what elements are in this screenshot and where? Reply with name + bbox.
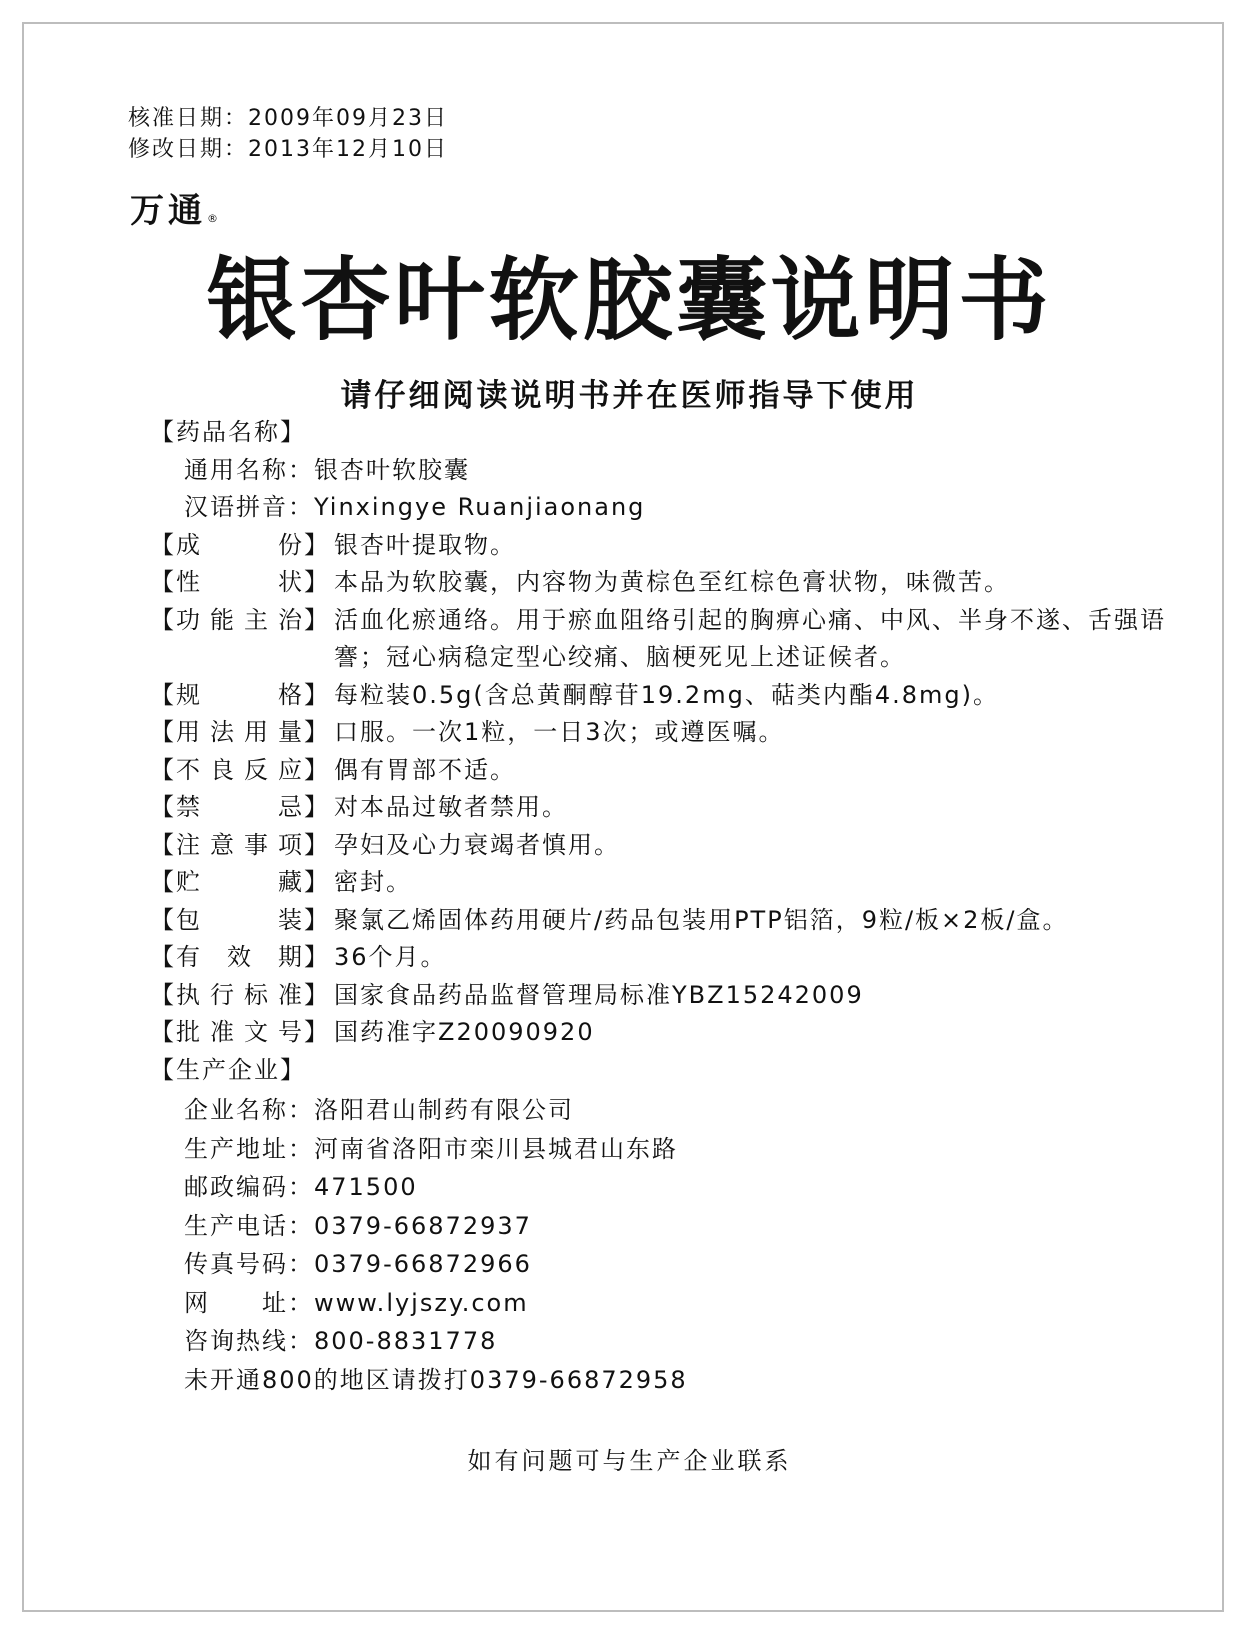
section-label-group — [150, 902, 330, 940]
section-label: 性 状 — [176, 568, 304, 596]
section-label: 生产企业 — [176, 1055, 280, 1084]
section-label-group — [150, 1014, 330, 1052]
footer-note: 如有问题可与生产企业联系 — [467, 1447, 792, 1475]
bracket-close: 】 — [304, 830, 330, 859]
bracket-open: 【 — [150, 830, 176, 859]
section-manufacturer — [150, 1052, 1190, 1090]
website-value: www.lyjszy.com — [314, 1288, 529, 1317]
bracket-close: 】 — [304, 868, 330, 896]
section-label: 规 格 — [176, 680, 304, 709]
section-value: 聚氯乙烯固体药用硬片/药品包装用PTP铝箔，9粒/板×2板/盒。 — [334, 905, 1069, 934]
section-label: 药品名称 — [176, 418, 280, 446]
phone-row — [150, 1207, 1190, 1246]
section-row — [150, 939, 1190, 977]
bracket-open: 【 — [150, 943, 176, 971]
section-label-group — [150, 977, 330, 1015]
date-block — [128, 103, 448, 165]
brand-name: 万通 — [130, 191, 206, 231]
bracket-close: 】 — [304, 793, 330, 821]
fax-label: 传真号码： — [184, 1250, 314, 1278]
bracket-open: 【 — [150, 568, 176, 596]
generic-name-label: 通用名称： — [184, 455, 314, 484]
revision-date: 修改日期：2013年12月10日 — [128, 137, 448, 162]
bracket-open: 【 — [150, 530, 176, 559]
document-title: 银杏叶软胶囊说明书 — [206, 247, 1053, 353]
phone-label: 生产电话： — [184, 1211, 314, 1240]
leaflet-body — [150, 414, 1190, 1399]
section-label: 批 准 文 号 — [176, 1018, 304, 1046]
section-value: 银杏叶提取物。 — [334, 530, 516, 559]
pinyin-row — [150, 489, 1190, 527]
section-label: 执 行 标 准 — [176, 980, 304, 1009]
hotline-label: 咨询热线： — [184, 1327, 314, 1355]
section-row — [150, 902, 1190, 940]
company-label: 企业名称： — [184, 1096, 314, 1124]
section-value: 口服。一次1粒，一日3次；或遵医嘱。 — [334, 718, 785, 746]
section-label: 有 效 期 — [176, 943, 304, 971]
address-value: 河南省洛阳市栾川县城君山东路 — [314, 1134, 678, 1163]
section-value: 活血化瘀通络。用于瘀血阻络引起的胸痹心痛、中风、半身不遂、舌强语謇；冠心病稳定型心绞痛、脑梗死见上述证候者。 — [334, 605, 1166, 671]
section-row — [150, 1014, 1190, 1052]
bracket-open: 【 — [150, 980, 176, 1009]
section-label-group — [150, 864, 330, 902]
address-row — [150, 1130, 1190, 1169]
bracket-close: 】 — [304, 530, 330, 559]
phone-value: 0379-66872937 — [314, 1211, 532, 1240]
generic-name-value: 银杏叶软胶囊 — [314, 455, 470, 484]
postcode-value: 471500 — [314, 1173, 418, 1201]
bracket-close: 】 — [304, 680, 330, 709]
bracket-open: 【 — [150, 905, 176, 934]
section-label: 注 意 事 项 — [176, 830, 304, 859]
bracket-open: 【 — [150, 1055, 176, 1084]
bracket-close: 】 — [280, 418, 306, 446]
bracket-open: 【 — [150, 1018, 176, 1046]
bracket-close: 】 — [304, 943, 330, 971]
section-label: 不 良 反 应 — [176, 755, 304, 784]
bracket-close: 】 — [304, 568, 330, 596]
section-label-group — [150, 752, 330, 790]
section-value: 每粒装0.5g(含总黄酮醇苷19.2mg、萜类内酯4.8mg)。 — [334, 680, 999, 709]
pinyin-label: 汉语拼音： — [184, 493, 314, 521]
website-label: 网 址： — [184, 1288, 314, 1317]
bracket-close: 】 — [304, 755, 330, 784]
section-label-group — [150, 939, 330, 977]
hotline-row — [150, 1322, 1190, 1361]
website-row — [150, 1284, 1190, 1323]
section-label-group — [150, 677, 330, 715]
address-label: 生产地址： — [184, 1134, 314, 1163]
section-row — [150, 564, 1190, 602]
section-value: 国药准字Z20090920 — [334, 1018, 595, 1046]
section-row — [150, 864, 1190, 902]
pinyin-value: Yinxingye Ruanjiaonang — [314, 493, 646, 521]
bracket-open: 【 — [150, 755, 176, 784]
section-label: 用 法 用 量 — [176, 718, 304, 746]
section-value: 本品为软胶囊，内容物为黄棕色至红棕色膏状物，味微苦。 — [334, 568, 1010, 596]
postcode-label: 邮政编码： — [184, 1173, 314, 1201]
section-row — [150, 827, 1190, 865]
section-value: 36个月。 — [334, 943, 447, 971]
bracket-close: 】 — [304, 980, 330, 1009]
registered-mark: ® — [207, 212, 218, 225]
approval-date: 核准日期：2009年09月23日 — [128, 106, 448, 131]
section-value: 孕妇及心力衰竭者慎用。 — [334, 830, 620, 859]
generic-name-row — [150, 452, 1190, 490]
bracket-close: 】 — [280, 1055, 306, 1084]
section-row — [150, 677, 1190, 715]
section-row — [150, 752, 1190, 790]
section-label-group — [150, 564, 330, 602]
hotline-value: 800-8831778 — [314, 1327, 498, 1355]
section-label: 贮 藏 — [176, 868, 304, 896]
company-value: 洛阳君山制药有限公司 — [314, 1096, 574, 1124]
section-row — [150, 602, 1190, 677]
bracket-open: 【 — [150, 793, 176, 821]
bracket-open: 【 — [150, 868, 176, 896]
bracket-close: 】 — [304, 1018, 330, 1046]
bracket-close: 】 — [304, 605, 330, 634]
bracket-close: 】 — [304, 905, 330, 934]
section-label-group — [150, 602, 330, 677]
section-label-group — [150, 827, 330, 865]
section-label: 禁 忌 — [176, 793, 304, 821]
hotline-note: 未开通800的地区请拨打0379-66872958 — [184, 1365, 688, 1394]
section-row — [150, 714, 1190, 752]
section-label: 包 装 — [176, 905, 304, 934]
manufacturer-details — [150, 1091, 1190, 1399]
fax-value: 0379-66872966 — [314, 1250, 532, 1278]
section-row — [150, 977, 1190, 1015]
bracket-open: 【 — [150, 418, 176, 446]
section-label-group — [150, 789, 330, 827]
section-label-group — [150, 714, 330, 752]
section-label: 成 份 — [176, 530, 304, 559]
company-row — [150, 1091, 1190, 1130]
brand-logo — [130, 183, 218, 232]
section-drug-name — [150, 414, 1190, 452]
bracket-open: 【 — [150, 680, 176, 709]
section-label: 功 能 主 治 — [176, 605, 304, 634]
document-subtitle: 请仔细阅读说明书并在医师指导下使用 — [340, 378, 919, 414]
bracket-close: 】 — [304, 718, 330, 746]
postcode-row — [150, 1168, 1190, 1207]
section-value: 密封。 — [334, 868, 412, 896]
bracket-open: 【 — [150, 718, 176, 746]
section-row — [150, 527, 1190, 565]
section-value: 对本品过敏者禁用。 — [334, 793, 568, 821]
bracket-open: 【 — [150, 605, 176, 634]
section-value: 偶有胃部不适。 — [334, 755, 516, 784]
sections-list — [150, 527, 1190, 1052]
section-row — [150, 789, 1190, 827]
section-value: 国家食品药品监督管理局标准YBZ15242009 — [334, 980, 864, 1009]
section-label-group — [150, 527, 330, 565]
fax-row — [150, 1245, 1190, 1284]
